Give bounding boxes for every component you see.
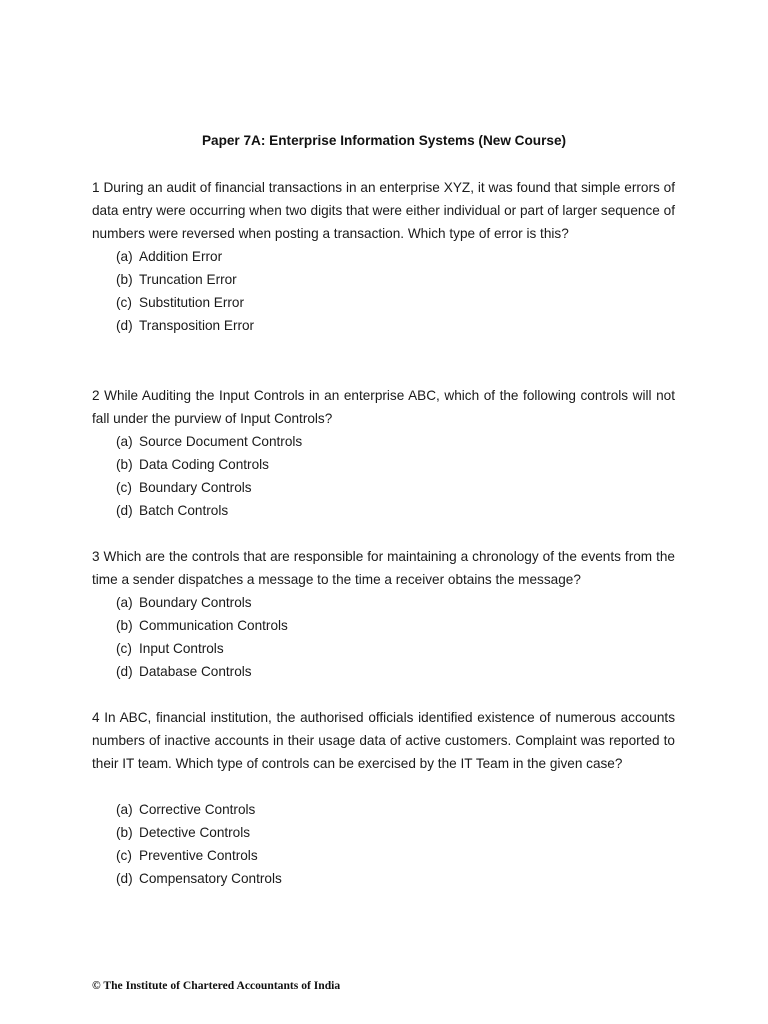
option-label: Compensatory Controls	[139, 871, 282, 887]
question-3	[92, 545, 675, 683]
question-text: 4 In ABC, financial institution, the authorised officials identified existence of numerous accounts numbers of inactive accounts in their usage data of active customers. Complaint was reported to their IT team. Which type of controls can be exercised by the IT Team in the given case?	[92, 710, 675, 771]
answer-option-a	[116, 591, 675, 614]
option-label: Corrective Controls	[139, 802, 256, 817]
answer-option-d	[116, 314, 675, 337]
option-letter: (a)	[116, 595, 133, 610]
option-label: Batch Controls	[139, 503, 229, 519]
option-label: Addition Error	[139, 249, 223, 264]
answer-option-d	[116, 660, 675, 683]
copyright-footer: © The Institute of Chartered Accountants of India	[92, 979, 341, 992]
option-letter: (d)	[116, 503, 133, 519]
question-1	[92, 176, 675, 337]
question-text: 3 Which are the controls that are responsible for maintaining a chronology of the events from the time a sender dispatches a message to the time a receiver obtains the message?	[92, 549, 675, 587]
answer-options	[92, 430, 675, 522]
answer-option-a	[116, 798, 675, 821]
option-label: Preventive Controls	[139, 848, 258, 864]
option-letter: (a)	[116, 249, 133, 264]
option-letter: (b)	[116, 618, 133, 634]
option-letter: (a)	[116, 802, 133, 817]
answer-option-b	[116, 453, 675, 476]
answer-option-b	[116, 268, 675, 291]
option-label: Boundary Controls	[139, 480, 252, 496]
answer-options	[92, 798, 675, 890]
option-label: Source Document Controls	[139, 434, 303, 449]
answer-option-a	[116, 245, 675, 268]
question-2	[92, 384, 675, 522]
answer-option-d	[116, 499, 675, 522]
answer-option-c	[116, 291, 675, 314]
option-label: Truncation Error	[139, 272, 237, 288]
option-label: Input Controls	[139, 641, 224, 657]
question-text: 2 While Auditing the Input Controls in an enterprise ABC, which of the following controls will not fall under the purview of Input Controls?	[92, 388, 675, 426]
option-letter: (d)	[116, 664, 133, 680]
option-label: Detective Controls	[139, 825, 251, 841]
answer-option-a	[116, 430, 675, 453]
option-letter: (b)	[116, 457, 133, 473]
option-letter: (c)	[116, 480, 132, 496]
option-letter: (c)	[116, 641, 132, 657]
blank-line	[92, 775, 675, 798]
option-label: Database Controls	[139, 664, 252, 680]
answer-option-b	[116, 614, 675, 637]
option-letter: (b)	[116, 272, 133, 288]
option-letter: (c)	[116, 295, 132, 311]
option-letter: (d)	[116, 871, 133, 887]
option-letter: (c)	[116, 848, 132, 864]
question-text: 1 During an audit of financial transactions in an enterprise XYZ, it was found that simple errors of data entry were occurring when two digits that were either individual or part of larger sequence of numbers were reversed when posting a transaction. Which type of error is this?	[92, 180, 675, 241]
paper-title: Paper 7A: Enterprise Information Systems (New Course)	[201, 133, 567, 148]
answer-option-c	[116, 637, 675, 660]
option-label: Substitution Error	[139, 295, 245, 311]
answer-option-d	[116, 867, 675, 890]
option-label: Transposition Error	[139, 318, 255, 334]
answer-option-c	[116, 476, 675, 499]
option-label: Data Coding Controls	[139, 457, 269, 473]
option-label: Boundary Controls	[139, 595, 252, 610]
option-letter: (a)	[116, 434, 133, 449]
option-letter: (b)	[116, 825, 133, 841]
answer-options	[92, 245, 675, 337]
answer-option-c	[116, 844, 675, 867]
option-label: Communication Controls	[139, 618, 288, 634]
answer-options	[92, 591, 675, 683]
answer-option-b	[116, 821, 675, 844]
option-letter: (d)	[116, 318, 133, 334]
question-4	[92, 706, 675, 890]
